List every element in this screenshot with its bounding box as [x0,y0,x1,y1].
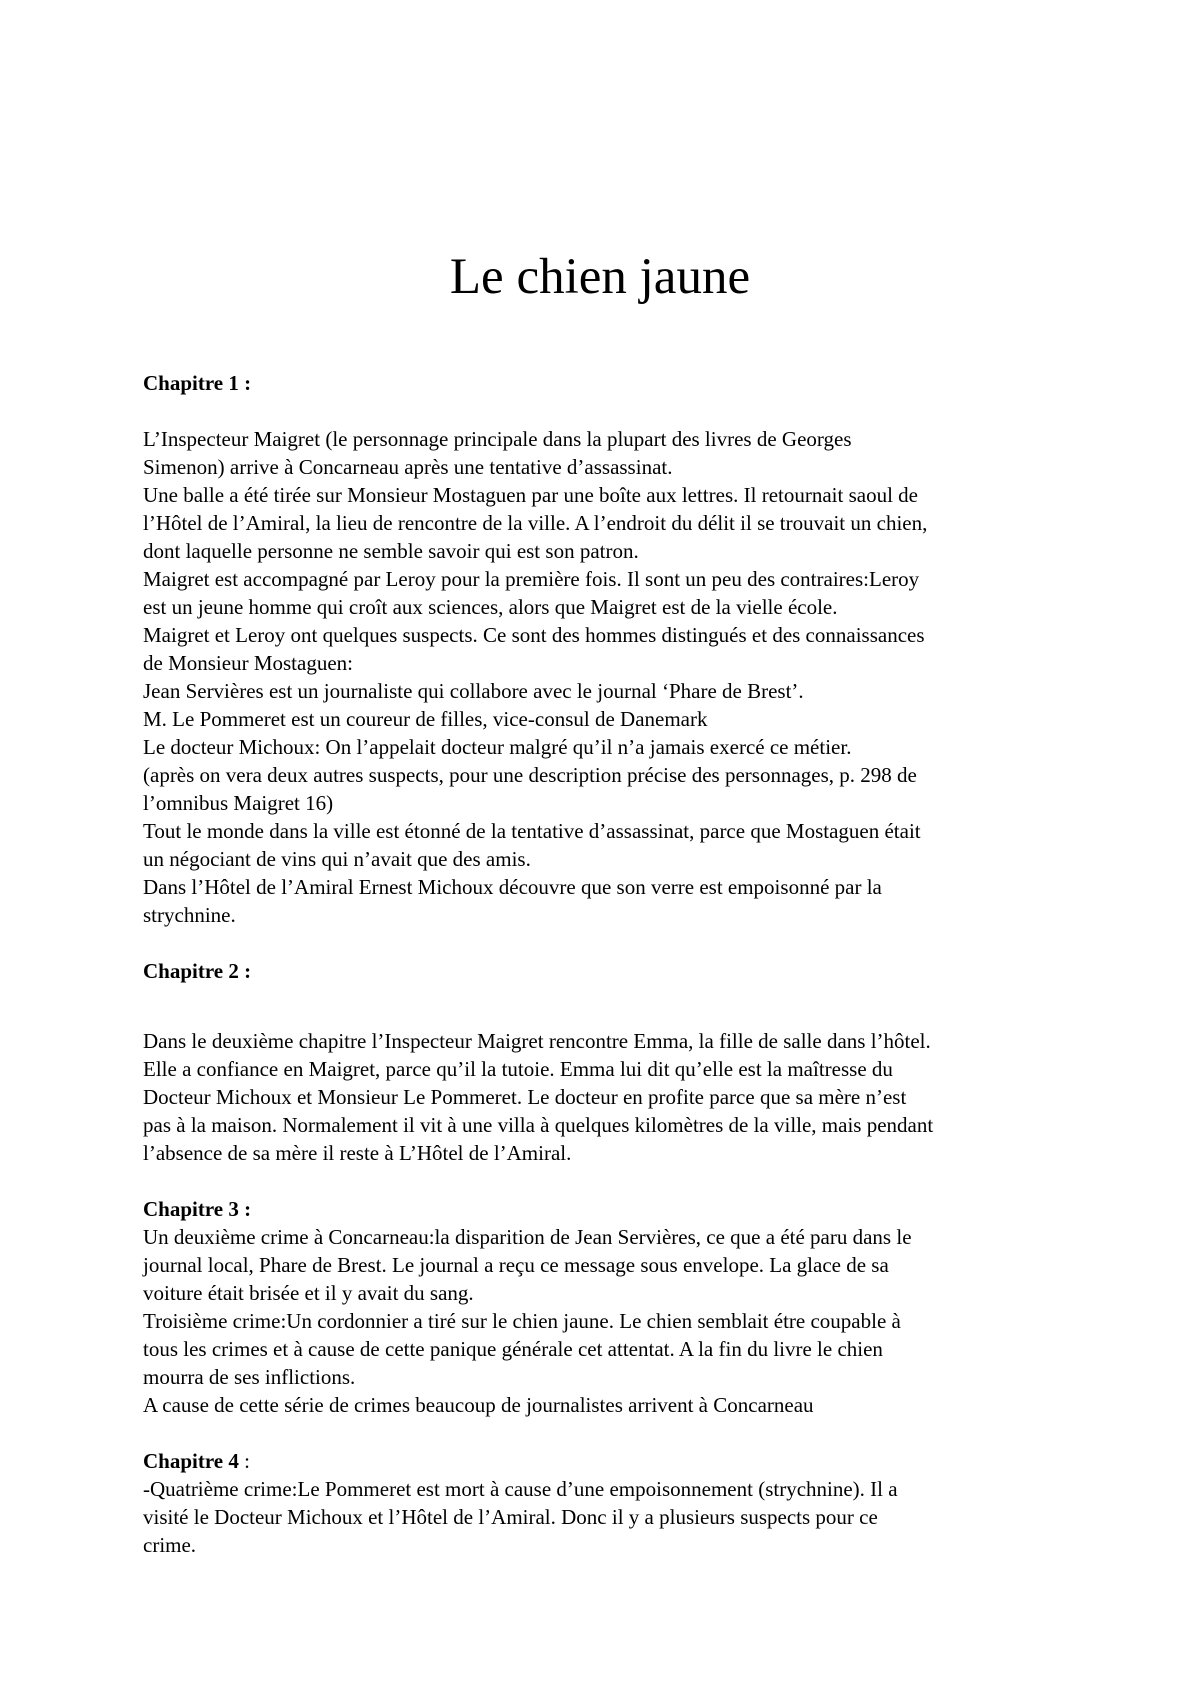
chapter-1-line: (après on vera deux autres suspects, pour une description précise des personnages, p. 298 de [143,763,917,787]
chapter-3-heading: Chapitre 3 : [143,1197,252,1221]
chapter-1-line: Une balle a été tirée sur Monsieur Mostaguen par une boîte aux lettres. Il retournait saoul de [143,483,918,507]
chapter-1-line: Tout le monde dans la ville est étonné de la tentative d’assassinat, parce que Mostaguen était [143,819,921,843]
spacer [143,1419,1083,1447]
chapter-1-line: Jean Servières est un journaliste qui collabore avec le journal ‘Phare de Brest’. [143,679,804,703]
chapter-2-line: Dans le deuxième chapitre l’Inspecteur Maigret rencontre Emma, la fille de salle dans l’hôtel. [143,1029,931,1053]
spacer [143,397,1083,425]
chapter-2-line: Elle a confiance en Maigret, parce qu’il la tutoie. Emma lui dit qu’elle est la maîtresse du [143,1057,893,1081]
chapter-4-heading-text: Chapitre 4 [143,1449,239,1473]
chapter-1-line: l’Hôtel de l’Amiral, la lieu de rencontre de la ville. A l’endroit du délit il se trouvait un chien, [143,511,928,535]
chapter-1-line: strychnine. [143,903,236,927]
spacer [143,985,1083,1027]
chapter-4-heading-suffix: : [238,1449,250,1473]
chapter-1-line: est un jeune homme qui croît aux sciences, alors que Maigret est de la vielle école. [143,595,838,619]
chapter-4-line: crime. [143,1533,197,1557]
chapter-3-line: mourra de ses inflictions. [143,1365,356,1389]
chapter-1-line: l’omnibus Maigret 16) [143,791,334,815]
chapter-1-line: Maigret est accompagné par Leroy pour la première fois. Il sont un peu des contraires:Leroy [143,567,920,591]
chapter-2-line: l’absence de sa mère il reste à L’Hôtel de l’Amiral. [143,1141,572,1165]
chapter-4-line: -Quatrième crime:Le Pommeret est mort à cause d’une empoisonnement (strychnine). Il a [143,1477,898,1501]
chapter-1-heading: Chapitre 1 : [143,371,252,395]
chapter-4-heading [143,1447,1083,1475]
document-body [143,369,1083,1559]
chapter-1-line: L’Inspecteur Maigret (le personnage principale dans la plupart des livres de Georges [143,427,852,451]
chapter-3-line: A cause de cette série de crimes beaucoup de journalistes arrivent à Concarneau [143,1393,814,1417]
chapter-2-line: pas à la maison. Normalement il vit à une villa à quelques kilomètres de la ville, mais pendant [143,1113,934,1137]
chapter-3-line: voiture était brisée et il y avait du sang. [143,1281,474,1305]
chapter-1-line: Maigret et Leroy ont quelques suspects. Ce sont des hommes distingués et des connaissances [143,623,925,647]
chapter-1-line: Simenon) arrive à Concarneau après une tentative d’assassinat. [143,455,673,479]
document-title: Le chien jaune [449,249,751,305]
chapter-4-line: visité le Docteur Michoux et l’Hôtel de l’Amiral. Donc il y a plusieurs suspects pour ce [143,1505,878,1529]
chapter-2-line: Docteur Michoux et Monsieur Le Pommeret. Le docteur en profite parce que sa mère n’est [143,1085,907,1109]
chapter-1-line: de Monsieur Mostaguen: [143,651,353,675]
chapter-1-line: M. Le Pommeret est un coureur de filles, vice-consul de Danemark [143,707,708,731]
chapter-3-line: tous les crimes et à cause de cette panique générale cet attentat. A la fin du livre le chien [143,1337,883,1361]
chapter-2-heading: Chapitre 2 : [143,959,252,983]
spacer [143,929,1083,957]
chapter-1-line: Le docteur Michoux: On l’appelait docteur malgré qu’il n’a jamais exercé ce métier. [143,735,852,759]
chapter-3-line: journal local, Phare de Brest. Le journal a reçu ce message sous envelope. La glace de sa [143,1253,889,1277]
chapter-1-line: dont laquelle personne ne semble savoir qui est son patron. [143,539,639,563]
chapter-3-line: Un deuxième crime à Concarneau:la disparition de Jean Servières, ce que a été paru dans le [143,1225,912,1249]
chapter-1-line: Dans l’Hôtel de l’Amiral Ernest Michoux découvre que son verre est empoisonné par la [143,875,882,899]
chapter-1-line: un négociant de vins qui n’avait que des amis. [143,847,531,871]
chapter-3-line: Troisième crime:Un cordonnier a tiré sur le chien jaune. Le chien semblait étre coupable à [143,1309,901,1333]
spacer [143,1167,1083,1195]
